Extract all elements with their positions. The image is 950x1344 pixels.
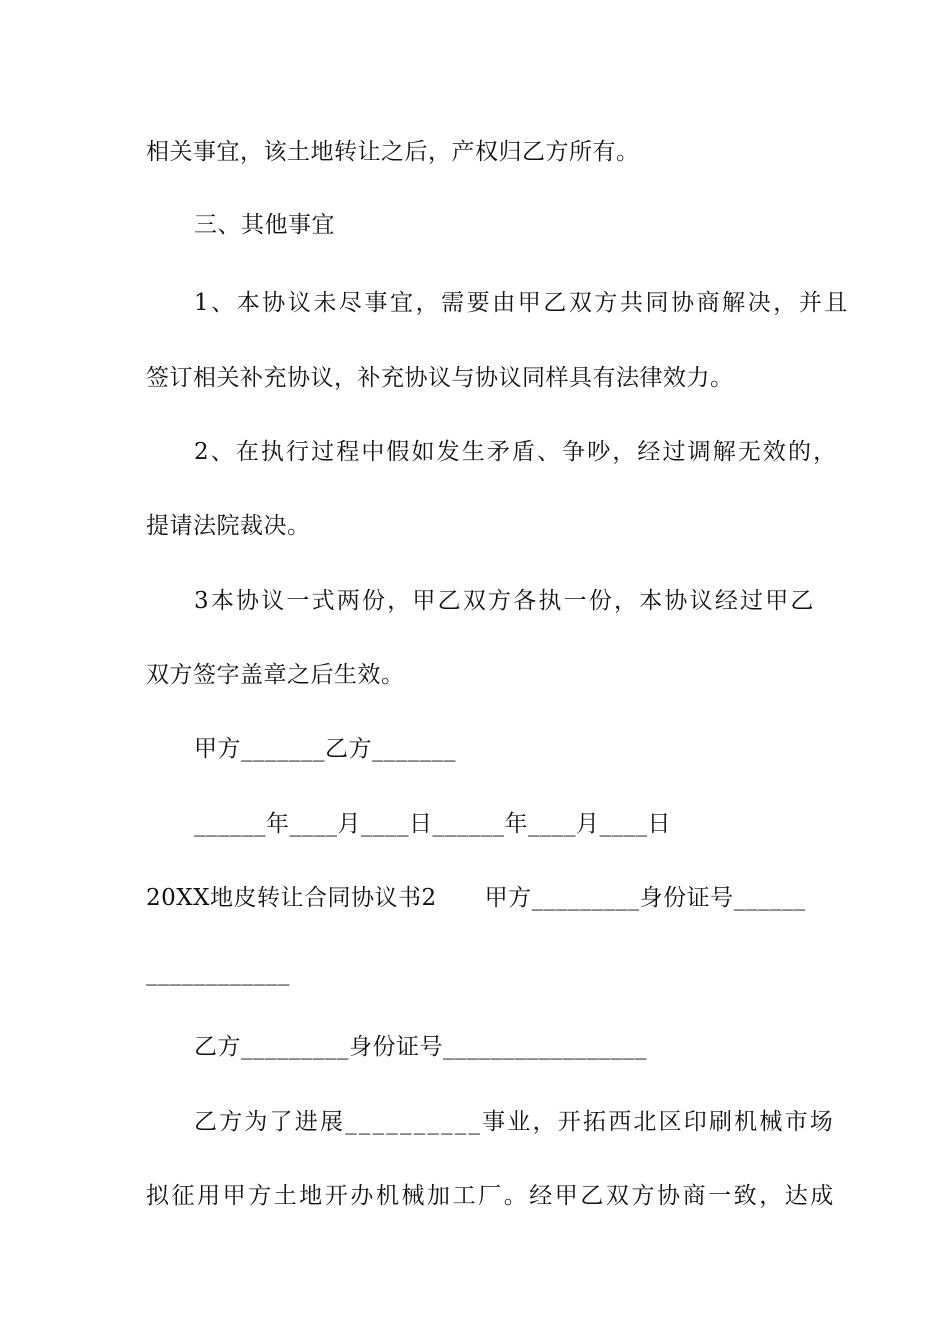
party-a-id-line: 甲方_________身份证号______ (484, 885, 806, 911)
paragraph-line: 2、在执行过程中假如发生矛盾、争吵，经过调解无效的， (194, 439, 839, 465)
paragraph-line: 相关事宜，该土地转让之后，产权归乙方所有。 (146, 139, 640, 165)
paragraph-line: 提请法院裁决。 (146, 513, 311, 539)
party-b-id-line: 乙方_________身份证号_________________ (194, 1034, 647, 1060)
section-heading: 三、其他事宜 (194, 212, 335, 238)
document-title: 20XX地皮转让合同协议书2 (146, 885, 437, 911)
paragraph-line: 双方签字盖章之后生效。 (146, 662, 405, 688)
signature-line: 甲方_______乙方_______ (194, 736, 456, 762)
date-line: ______年____月____日______年____月____日 (194, 811, 671, 837)
title-and-party-line (146, 883, 806, 913)
paragraph-line: 3本协议一式两份，甲乙双方各执一份，本协议经过甲乙 (194, 588, 816, 614)
blank-line: ____________ (146, 960, 290, 986)
paragraph-line: 乙方为了进展__________事业，开拓西北区印刷机械市场 (194, 1109, 835, 1135)
paragraph-line: 签订相关补充协议，补充协议与协议同样具有法律效力。 (146, 365, 734, 391)
paragraph-line: 拟征用甲方土地开办机械加工厂。经甲乙双方协商一致，达成 (146, 1183, 836, 1209)
paragraph-line: 1、本协议未尽事宜，需要由甲乙双方共同协商解决，并且 (194, 290, 850, 316)
